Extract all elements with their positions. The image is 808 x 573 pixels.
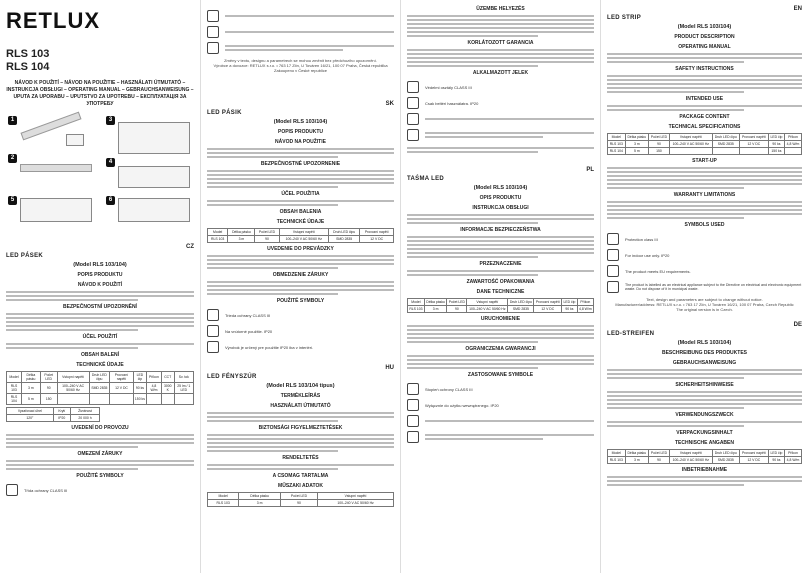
cz-heading-use: ÚČEL POUŽITÍ [82,334,118,340]
pl-heading-startup: URUCHOMIENIE [480,316,521,322]
sk-model: (Model RLS 103/104) [273,119,328,125]
ce-icon [607,265,619,277]
cz-heading-symbols: POUŽITÉ SYMBOLY [76,473,124,479]
cz-model: (Model RLS 103/104) [73,262,127,268]
power-image [118,198,190,222]
indoor-icon [407,399,419,411]
cz-heading-tech: TECHNICKÉ ÚDAJE [76,362,124,368]
class-iii-icon [607,233,619,245]
cz-symbol-row-3 [207,26,394,38]
cz-heading-safety: BEZPEČNOSTNÍ UPOZORNĚNÍ [63,304,137,310]
page-column-4: LED STRIP EN (Model RLS 103/104) PRODUCT DESCRIPTION OPERATING MANUAL SAFETY INSTRUCTIONS INTENDED USE PACKAGE CONTENT TECHNICAL SPECIFICATIONS Model Délka pásku Počet LED Vstupní napětí Druh LED čipu Provozní napětí LED čip Příkon RLS 103 3 m 90 100–240 V AC 50/60 Hz SMD 2835 12 V DC 90 ks 4,8 W/m RLS 104 5 m 150 150 ks START-UP WARRANTY LIMITATIONS SYMBOLS USED Protection class III For indoor use only. IP20 The product meets EU requirements. The product is labelled as an electrical appliance subject to the Directive on electrical and electronic equipment waste. Do not dispose of it in municipal waste. Text, design and parameters are subject to change without notice. Manufacturer/address: RETLUX s.r.o. • 763 17 Zlín, U Továren 16/21, 100 07 Praha, Czech Republic The original version is in Czech. LED-STREIFEN DE (Model RLS 103/104) BESCHREIBUNG DES PRODUKTES GEBRAUCHSANWEISUNG SICHERHEITSHINWEISE VERWENDUNGSZWECK VERPACKUNGSINHALT TECHNISCHE ANGABEN Model Délka pásku Počet LED Vstupní napětí Druh LED čipu Provozní napětí LED čip Příkon RLS 103 3 m 90 100–240 V AC 50/60 Hz SMD 2835 12 V DC 90 ks 4,8 W/m INBETRIEBNAHME [600,0,808,573]
en-lang: EN [793,6,802,12]
step-number-3: 3 [106,116,115,125]
class-iii-icon [6,484,18,496]
de-lang: DE [793,322,802,328]
hu-heading-manual: HASZNÁLATI ÚTMUTATÓ [270,403,331,409]
page-column-2: Změny v textu, designu a parametrech se mohou změnit bez předchozího upozornění. Výrobce a dovozce: RETLUX s.r.o. • 763 17 Zlín, U Továren 16/21, 100 07 Praha, Česká republika Zakoupeno v České republice LED PÁSIK SK (Model RLS 103/104) POPIS PRODUKTU NÁVOD NA POUŽITIE BEZPEČNOSTNÉ UPOZORNENIE ÚČEL POUŽITIA OBSAH BALENIA TECHNICKÉ ÚDAJE Model Délka pásku Počet LED Vstupní napětí Druh LED čipu Provozní napětí RLS 103 3 m 90 100–240 V AC 50/60 Hz SMD 2835 12 V DC UVEDENIE DO PREVÁDZKY OBMEDZENIE ZÁRUKY POUŽITÉ SYMBOLY Trieda ochrany CLASS III Na vnútorné použitie. IP20 Výrobok je určený pre použitie IP20 iba v interiéri. LED FÉNYSZÚR HU (Model RLS 103/104 tipus) TERMÉKLEÍRÁS HASZNÁLATI ÚTMUTATÓ BIZTONSÁGI FIGYELMEZTETÉSEK RENDELTETÉS A CSOMAG TARTALMA MŰSZAKI ADATOK Model Délka pásku Počet LED Vstupní napětí RLS 103 3 m 90 100–240 V AC 50/60 Hz [200,0,400,573]
brand-logo [6,8,194,34]
cover-title: NÁVOD K POUŽITÍ – NÁVOD NA POUŽITIE – HASZNÁLATI ÚTMUTATÓ – INSTRUKCJA OBSŁUGI – OPERATING MANUAL – GEBRAUCHSANWEISUNG – UPUTA ZA UPORABU – UPUTSTVO ZA UPOTREBU – ЕКСПЛУАТАЦІЯ ЗА УПОТРЕБУ [6,80,194,107]
indoor-icon [207,10,219,22]
cz-heading-warranty: OMEZENÍ ZÁRUKY [77,451,123,457]
hu-heading-tech: MŰSZAKI ADATOK [278,483,323,489]
cz-text-block [6,291,194,301]
sk-title: LED PÁSIK [207,110,242,116]
cz-footer: Změny v textu, designu a parametrech se mohou změnit bez předchozího upozornění. Výrobce a dovozce: RETLUX s.r.o. • 763 17 Zlín, U Továren 16/21, 100 07 Praha, Česká republika Zakoupeno v České republice [213,58,388,73]
cz-text-block [6,460,194,470]
sk-heading-use: ÚČEL POUŽITIA [281,191,320,197]
pl-heading-manual: INSTRUKCJA OBSŁUGI [472,205,529,211]
ce-icon [207,26,219,38]
pl-heading-package: ZAWARTOŚĆ OPAKOWANIA [466,279,535,285]
de-heading-use: VERWENDUNGSZWECK [675,412,734,418]
de-heading-description: BESCHREIBUNG DES PRODUKTES [661,350,747,356]
cz-symbol-row: Třída ochrany CLASS III [6,484,194,496]
en-model: (Model RLS 103/104) [677,24,732,30]
hu-heading-description: TERMÉKLEÍRÁS [280,393,321,399]
hu-tech-table: Model Délka pásku Počet LED Vstupní napětí RLS 103 3 m 90 100–240 V AC 50/60 Hz [207,492,394,507]
en-heading-symbols: SYMBOLS USED [684,222,725,228]
pl-heading-safety: INFORMACJE BEZPIECZEŃSTWA [460,227,541,233]
step-number-2: 2 [8,154,17,163]
pl-title: TAŚMA LED [407,176,445,182]
weee-icon [407,129,419,141]
pl-model: (Model RLS 103/104) [473,185,528,191]
sk-heading-symbols: POUŽITÉ SYMBOLY [276,298,325,304]
de-heading-startup: INBETRIEBNAHME [681,467,728,473]
en-heading-description: PRODUCT DESCRIPTION [674,34,735,40]
en-tech-table: Model Délka pásku Počet LED Vstupní napětí Druh LED čipu Provozní napětí LED čip Příkon RLS 103 3 m 90 100–240 V AC 50/60 Hz SMD 2835 12 V DC 90 ks 4,8 W/m RLS 104 5 m 150 150 ks [607,133,802,155]
cz-title: LED PÁSEK [6,253,44,259]
ce-icon [407,113,419,125]
hu-title: LED FÉNYSZÚR [207,374,257,380]
en-heading-package: PACKAGE CONTENT [679,114,730,120]
indoor-icon [207,325,219,337]
en-footer: Text, design and parameters are subject to change without notice. Manufacturer/address: RETLUX s.r.o. • 763 17 Zlín, U Továren 16/21, 100 07 Praha, Czech Republic The original version is in Czech. [615,297,794,312]
strip-cut-image [20,164,92,172]
en-heading-safety: SAFETY INSTRUCTIONS [675,66,734,72]
de-heading-safety: SICHERHEITSHINWEISE [675,382,734,388]
connector-image [118,166,190,188]
cz-symbol-row-4 [207,42,394,54]
cz-heading-description: POPIS PRODUKTU [77,272,123,278]
cz-symbol-row-2 [207,10,394,22]
hu-heading-safety: BIZTONSÁGI FIGYELMEZTETÉSEK [258,425,343,431]
class-iii-icon [207,309,219,321]
cz-heading-startup: UVEDENÍ DO PROVOZU [71,425,129,431]
ip20-icon [207,341,219,353]
cz-text-block [6,343,194,349]
pl-heading-warranty: OGRANICZENIA GWARANCJI [465,346,536,352]
sk-heading-manual: NÁVOD NA POUŽITIE [275,139,326,145]
hu-heading-use: RENDELTETÉS [282,455,319,461]
pl-heading-tech: DANE TECHNICZNE [476,289,525,295]
pl-heading-description: OPIS PRODUKTU [479,195,522,201]
en-heading-use: INTENDED USE [685,96,724,102]
cz-lang: CZ [186,244,194,250]
pl-lang: PL [586,167,594,173]
cz-heading-manual: NÁVOD K POUŽITÍ [77,282,123,288]
de-heading-manual: GEBRAUCHSANWEISUNG [672,360,737,366]
page-column-1 [0,0,200,573]
en-heading-tech: TECHNICAL SPECIFICATIONS [668,124,741,130]
model-a: RLS 103 [6,48,50,60]
de-tech-table: Model Délka pásku Počet LED Vstupní napětí Druh LED čipu Provozní napětí LED čip Příkon RLS 103 3 m 90 100–240 V AC 50/60 Hz SMD 2835 12 V DC 90 ks 4,8 W/m [607,449,802,464]
sk-heading-tech: TECHNICKÉ ÚDAJE [276,219,325,225]
step-number-4: 4 [106,158,115,167]
class-iii-icon [407,81,419,93]
adapter-image [66,134,84,146]
de-title: LED-STREIFEN [607,331,655,337]
de-heading-tech: TECHNISCHE ANGABEN [675,440,734,446]
hu-heading-symbols: ALKALMAZOTT JELEK [472,70,529,76]
pl-heading-symbols: ZASTOSOWANE SYMBOLE [467,372,534,378]
mount-image [20,198,92,222]
page-column-3: ÜZEMBE HELYEZÉS KORLÁTOZOTT GARANCIA ALKALMAZOTT JELEK Védelmi osztály CLASS III Csak beltéri használatra. IP20 TAŚMA LED PL (Model RLS 103/104) OPIS PRODUKTU INSTRUKCJA OBSŁUGI INFORMACJE BEZPIECZEŃSTWA PRZEZNACZENIE ZAWARTOŚĆ OPAKOWANIA DANE TECHNICZNE Model Délka pásku Počet LED Vstupní napětí Druh LED čipu Provozní napětí LED čip Příkon RLS 103 3 m 90 100–240 V AC 50/60 Hz SMD 2835 12 V DC 90 ks 4,8 W/m URUCHOMIENIE OGRANICZENIA GWARANCJI ZASTOSOWANE SYMBOLE Stopień ochrony CLASS III Wyłącznie do użytku wewnętrznego. IP20 [400,0,600,573]
adhesive-image [118,122,190,154]
de-model: (Model RLS 103/104) [677,340,732,346]
cz-tech-table-2: Vyzařovací úhel Krytí Životnost 120° IP20 20 000 h [6,407,100,422]
step-number-5: 5 [8,196,17,205]
step-number-6: 6 [106,196,115,205]
brand-text: RETLUX [6,8,100,33]
hu-heading-startup: ÜZEMBE HELYEZÉS [476,6,525,12]
en-title: LED STRIP [607,15,642,21]
installation-illustrations [6,116,194,236]
sk-heading-description: POPIS PRODUKTU [277,129,323,135]
ce-icon [407,415,419,427]
sk-heading-package: OBSAH BALENIA [279,209,322,215]
hu-lang: HU [385,365,394,371]
cz-heading-package: OBSAH BALENÍ [80,352,120,358]
weee-icon [607,281,619,293]
pl-tech-table: Model Délka pásku Počet LED Vstupní napětí Druh LED čipu Provozní napětí LED čip Příkon RLS 103 3 m 90 100–240 V AC 50/60 Hz SMD 2835 12 V DC 90 ks 4,8 W/m [409,300,592,311]
class-iii-icon [407,383,419,395]
indoor-icon [407,97,419,109]
en-heading-manual: OPERATING MANUAL [678,44,731,50]
en-heading-startup: START-UP [692,158,717,164]
sk-heading-safety: BEZPEČNOSTNÉ UPOZORNENIE [260,161,341,167]
hu-heading-warranty: KORLÁTOZOTT GARANCIA [467,40,534,46]
indoor-icon [607,249,619,261]
sk-tech-table: Model Délka pásku Počet LED Vstupní napětí Druh LED čipu Provozní napětí RLS 103 3 m 90 100–240 V AC 50/60 Hz SMD 2835 12 V DC [207,228,394,243]
cz-text-block [6,313,194,331]
sk-heading-startup: UVEDENIE DO PREVÁDZKY [267,246,334,252]
weee-icon [407,431,419,443]
cz-tech-table: Model Délka pásku Počet LED Vstupní napětí Druh LED čipu Provozní napětí LED čip Příkon CCT Sv. tok RLS 103 3 m 90 100–240 V AC 50/60 Hz SMD 2835 12 V DC 90 ks 4,8 W/m 3000 K 25 lm / 1 LED RLS 104 5 m 150 150 ks [6,371,194,405]
model-b: RLS 104 [6,61,50,73]
pl-heading-use: PRZEZNACZENIE [479,261,522,267]
sk-lang: SK [385,101,394,107]
hu-heading-package: A CSOMAG TARTALMA [272,473,329,479]
de-heading-package: VERPACKUNGSINHALT [676,430,733,436]
cz-text-block [6,434,194,448]
en-heading-warranty: WARRANTY LIMITATIONS [673,192,736,198]
sk-heading-warranty: OBMEDZENIE ZÁRUKY [272,272,329,278]
step-number-1: 1 [8,116,17,125]
hu-model: (Model RLS 103/104 tipus) [266,383,335,389]
weee-icon [207,42,219,54]
